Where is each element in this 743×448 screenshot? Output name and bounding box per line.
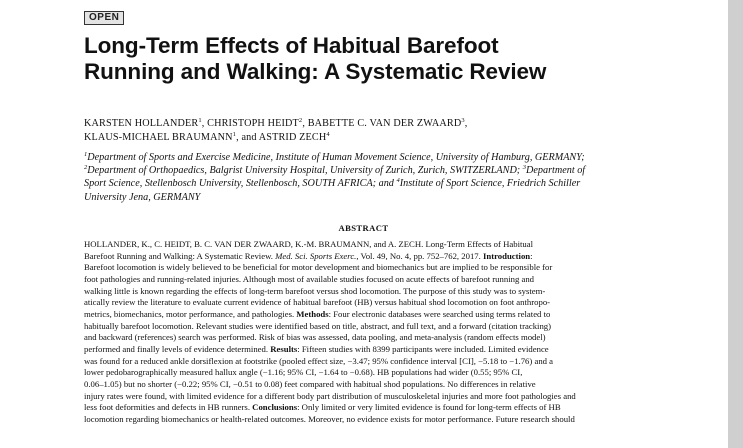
author-list <box>84 117 704 145</box>
abstract-line: was found for a reduced ankle dorsiflexion at footstrike (pooled effect size, −3.47; 95% confidence interval [CI], −5.18 to −1.76) and a <box>84 355 554 366</box>
paper-title <box>84 33 704 85</box>
abstract-text: : <box>530 250 533 261</box>
abstract-line: lower pedobarographically measured hallux angle (−1.16; 95% CI, −1.64 to −0.68). HB populations had wider (0.55; 95% CI, <box>84 367 523 378</box>
author-name: KLAUS-MICHAEL BRAUMANN <box>84 132 233 143</box>
affiliation-text: Sport Science, Stellenbosch University, Stellenbosch, SOUTH AFRICA; and <box>84 178 397 190</box>
section-label-results: Results <box>270 343 298 354</box>
affiliation-mark: 2 <box>84 164 88 172</box>
abstract-text: : Only limited or very limited evidence is found for long-term effects of HB <box>297 402 561 413</box>
abstract-line: injury rates were found, with limited evidence for a different body part distribution of musculoskeletal injuries and more foot pathologies and <box>84 390 576 401</box>
open-access-badge: OPEN <box>84 11 124 25</box>
author-separator: , <box>201 118 208 129</box>
affiliation-mark: 3 <box>522 164 526 172</box>
affiliation-line <box>84 164 684 177</box>
author-line-2 <box>84 131 704 145</box>
abstract-line: atically review the literature to evaluate current evidence of habitual barefoot (HB) versus habitual shod locomotion on foot anthropo- <box>84 297 551 308</box>
abstract-text: less foot deformities and defects in HB runners. <box>84 402 253 413</box>
affiliation-text: University Jena, GERMANY <box>84 191 201 203</box>
abstract-line <box>84 251 644 263</box>
abstract-text: performed and finally levels of evidence determined. <box>84 343 271 354</box>
affiliation-mark: 1 <box>84 151 88 158</box>
paper-title-line-1: Long-Term Effects of Habitual Barefoot <box>84 33 499 58</box>
author-line-1 <box>84 117 704 131</box>
affiliations <box>84 151 684 204</box>
author-affiliation-mark: 1 <box>198 117 202 124</box>
abstract-line: habitually barefoot locomotion. Relevant studies were identified based on title, abstract, and full text, and a forward (citation tracking) <box>84 320 552 331</box>
author-separator: , <box>464 118 468 129</box>
author-separator: , and <box>236 132 259 143</box>
author-name: CHRISTOPH HEIDT <box>207 118 299 129</box>
affiliation-mark: 4 <box>396 177 400 185</box>
author-affiliation-mark: 4 <box>326 131 330 138</box>
abstract-text: Barefoot Running and Walking: A Systematic Review. <box>84 250 276 261</box>
abstract-line: and backward (references) search was performed. Risk of bias was assessed, data pooling, and meta-analysis (random effects model) <box>84 332 546 343</box>
abstract-line: walking little is known regarding the effects of long-term barefoot versus shod locomotion. The purpose of this study was to system- <box>84 285 546 296</box>
author-name: ASTRID ZECH <box>258 132 327 143</box>
author-name: KARSTEN HOLLANDER <box>84 118 199 129</box>
affiliation-text: Department of Sports and Exercise Medicine, Institute of Human Movement Science, University of Hamburg, GERMANY; <box>87 152 585 163</box>
journal-name: Med. Sci. Sports Exerc. <box>275 250 357 261</box>
affiliation-text: Institute of Sport Science, Friedrich Schiller <box>399 178 581 190</box>
abstract-heading: ABSTRACT <box>338 223 389 233</box>
abstract-text: , Vol. 49, No. 4, pp. 752–762, 2017. <box>356 250 483 261</box>
abstract-line: HOLLANDER, K., C. HEIDT, B. C. VAN DER ZWAARD, K.-M. BRAUMANN, and A. ZECH. Long-Term Effects of Habitual <box>84 239 534 249</box>
abstract-text: metrics, biomechanics, motor performance, and pathologies. <box>84 308 297 319</box>
section-label-methods: Methods <box>296 308 329 319</box>
affiliation-line <box>84 151 684 164</box>
viewer-gutter <box>728 0 743 448</box>
abstract-line <box>84 402 644 414</box>
abstract-text: : Four electronic databases were searched using terms related to <box>328 308 551 319</box>
section-label-introduction: Introduction <box>482 250 531 261</box>
author-affiliation-mark: 2 <box>298 117 303 124</box>
author-name: BABETTE C. VAN DER ZWAARD <box>307 118 462 129</box>
affiliation-line <box>84 191 684 204</box>
author-affiliation-mark: 1 <box>232 131 237 138</box>
abstract-line: foot pathologies and running-related injuries. Although most of available studies focused on acute effects of barefoot running and <box>84 273 535 284</box>
paper-title-line-2: Running and Walking: A Systematic Review <box>84 59 547 84</box>
abstract-body <box>84 239 644 426</box>
abstract-line <box>84 344 644 356</box>
abstract-line: locomotion regarding biomechanics or health-related outcomes. Moreover, no evidence exists for motor performance. Future research should <box>84 413 575 424</box>
author-affiliation-mark: 3 <box>461 117 465 124</box>
affiliation-text: Department of Orthopaedics, Balgrist University Hospital, University of Zurich, Zurich, SWITZERLAND; <box>87 165 523 177</box>
section-label-conclusions: Conclusions <box>252 402 298 413</box>
abstract-line <box>84 309 644 321</box>
affiliation-text: Department of <box>526 165 586 177</box>
abstract-text: : Fifteen studies with 8399 participants were included. Limited evidence <box>297 343 549 354</box>
author-separator: , <box>302 118 308 129</box>
abstract-line: 0.06–1.05) but no shorter (−0.22; 95% CI, −0.51 to 0.08) feet compared with habitual shod populations. No differences in relative <box>84 378 536 389</box>
affiliation-line <box>84 177 684 190</box>
abstract-line: Barefoot locomotion is widely believed to be beneficial for motor development and biomechanics but are implied to be responsible for <box>84 262 553 273</box>
